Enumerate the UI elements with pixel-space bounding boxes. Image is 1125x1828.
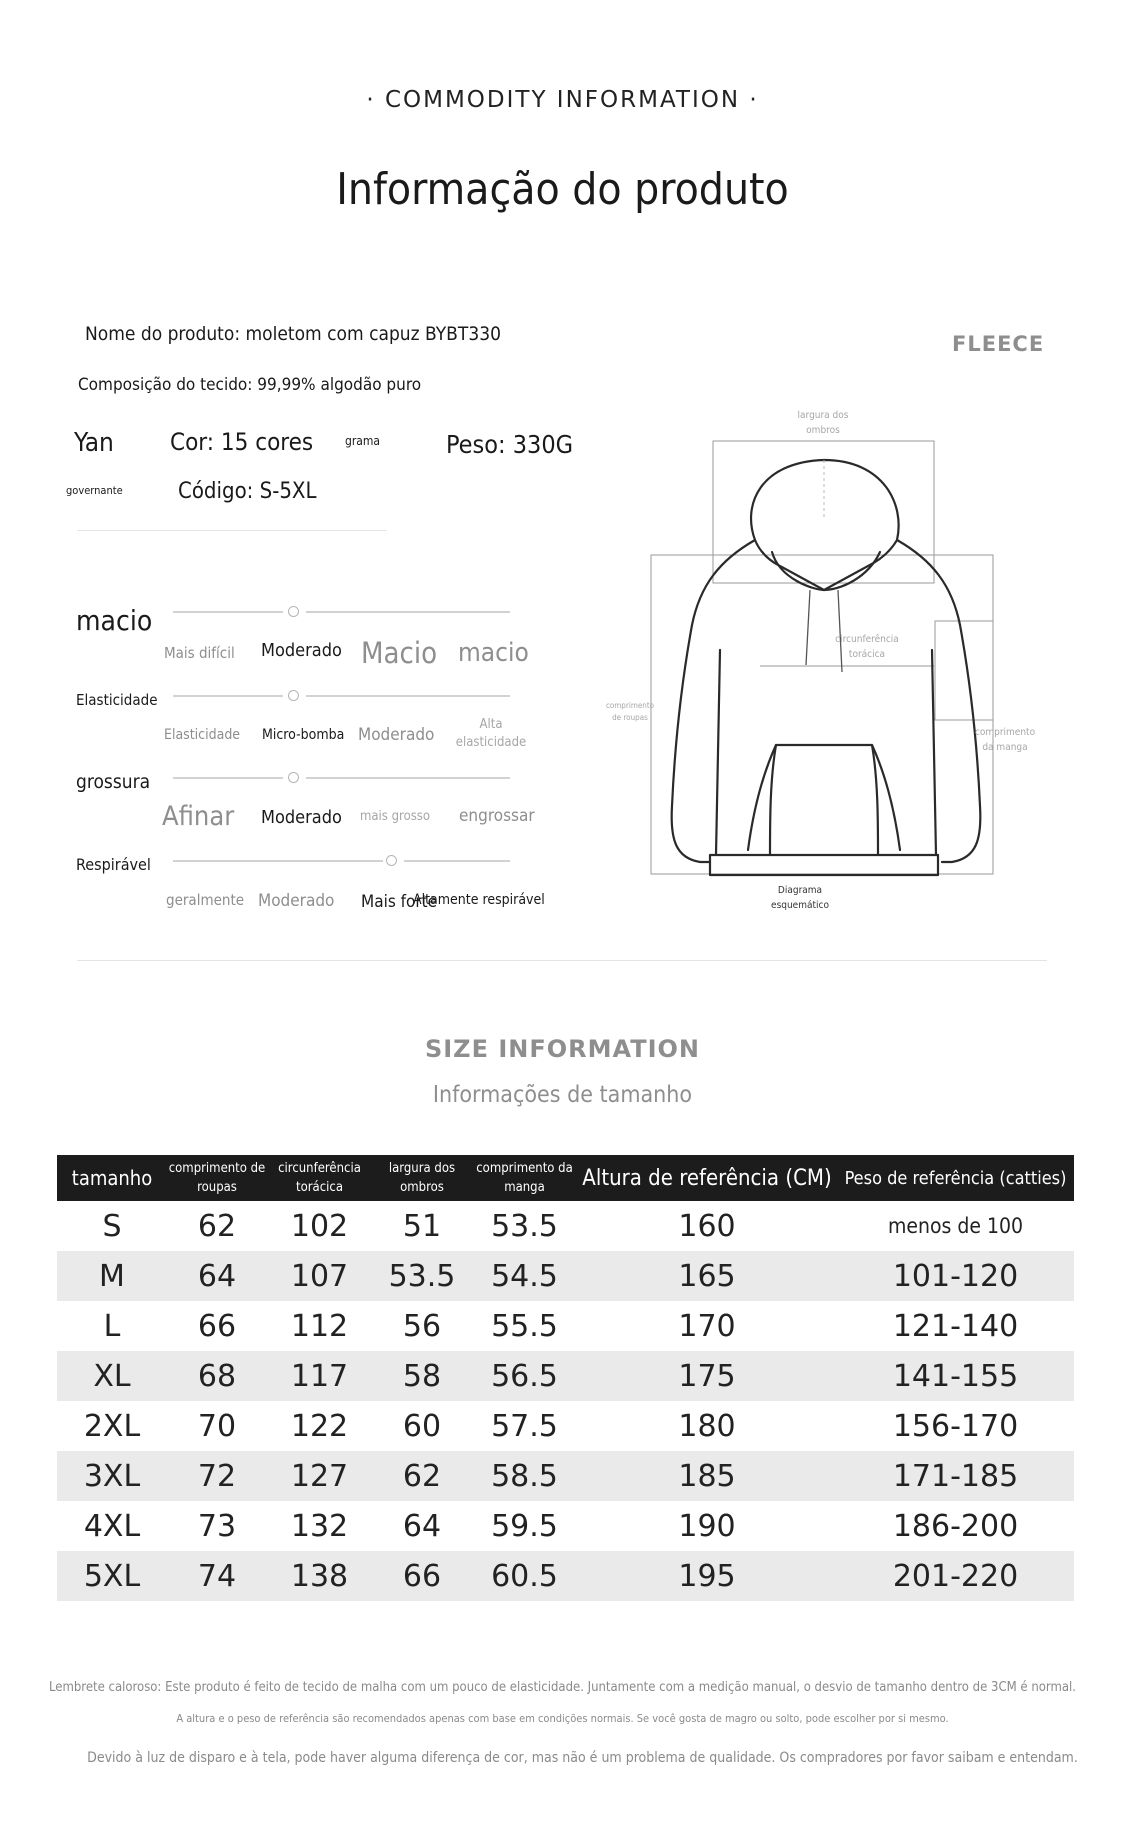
table-cell: 64 — [402, 1508, 442, 1544]
column-header: comprimento de roupas — [167, 1155, 267, 1201]
table-cell: 5XL — [57, 1551, 167, 1601]
table-cell: 60.5 — [472, 1551, 577, 1601]
table-cell: 201-220 — [837, 1551, 1074, 1601]
note-reference: A altura e o peso de referência são recomendados apenas com base em condições normais. Se você gosta de magro ou solto, pode escolher por si mesmo. — [176, 1712, 949, 1725]
table-cell: 121-140 — [892, 1308, 1019, 1344]
shoulder-width-label: largura dos ombros — [797, 410, 849, 436]
note-reminder: Lembrete caloroso: Este produto é feito de tecido de malha com um pouco de elasticidade. Juntamente com a medição manual, o desvio de tamanho dentro de 3CM é normal. — [49, 1680, 1076, 1695]
table-cell: 66 — [372, 1551, 472, 1601]
table-cell: 171-185 — [837, 1451, 1074, 1501]
table-cell: 56.5 — [472, 1351, 577, 1401]
note-color: Devido à luz de disparo e à tela, pode haver alguma diferença de cor, mas não é um problema de qualidade. Os compradores por favor saibam e entendam. — [87, 1750, 1078, 1766]
table-cell: 132 — [290, 1508, 349, 1544]
table-cell: 190 — [678, 1508, 736, 1544]
scale-line — [306, 695, 510, 697]
table-cell: 138 — [267, 1551, 372, 1601]
attribute-label: macio — [76, 604, 153, 637]
table-cell: 53.5 — [372, 1251, 472, 1301]
scale-option: Alta elasticidade — [455, 717, 527, 750]
table-cell: 195 — [577, 1551, 837, 1601]
table-cell: 68 — [167, 1351, 267, 1401]
scale-marker — [386, 855, 397, 866]
table-cell: 186-200 — [892, 1508, 1019, 1544]
table-cell: 107 — [267, 1251, 372, 1301]
table-cell: 180 — [678, 1408, 736, 1444]
weight-info: Peso: 330G — [446, 430, 574, 459]
scale-option: geralmente — [166, 891, 245, 909]
table-cell: 72 — [167, 1451, 267, 1501]
scale-marker — [288, 690, 299, 701]
product-name: Nome do produto: moletom com capuz BYBT330 — [85, 323, 501, 345]
column-header: Altura de referência (CM) — [577, 1155, 837, 1201]
scale-option: Mais difícil — [164, 644, 235, 662]
table-cell: 57.5 — [491, 1408, 558, 1444]
table-cell: 59.5 — [491, 1508, 558, 1544]
diagram-caption: Diagrama esquemático — [771, 885, 829, 911]
table-row — [57, 1551, 1074, 1601]
scale-option: Moderado — [261, 807, 342, 828]
scale-line — [404, 860, 510, 862]
scale-marker — [288, 606, 299, 617]
table-cell: 165 — [577, 1251, 837, 1301]
table-cell: 2XL — [83, 1408, 141, 1444]
fabric-composition: Composição do tecido: 99,99% algodão puro — [78, 375, 422, 395]
color-info: Cor: 15 cores — [170, 428, 314, 456]
yan-label: Yan — [74, 428, 114, 458]
scale-line — [173, 611, 283, 613]
code-info: Código: S-5XL — [178, 479, 317, 504]
scale-option: macio — [458, 638, 529, 668]
table-cell: 122 — [290, 1408, 349, 1444]
table-cell: 185 — [577, 1451, 837, 1501]
table-cell: 62 — [372, 1451, 472, 1501]
table-cell: 55.5 — [491, 1308, 558, 1344]
table-cell: 117 — [267, 1351, 372, 1401]
attribute-label: Respirável — [76, 855, 151, 874]
scale-option: engrossar — [459, 806, 535, 826]
scale-option: Elasticidade — [164, 727, 241, 743]
table-cell: 112 — [290, 1308, 349, 1344]
table-cell: 66 — [197, 1308, 237, 1344]
table-cell: 58.5 — [472, 1451, 577, 1501]
sleeve-label: comprimento da manga — [974, 727, 1036, 753]
table-header-row — [57, 1155, 1074, 1201]
column-header: Peso de referência (catties) — [837, 1155, 1074, 1201]
table-cell: 64 — [167, 1251, 267, 1301]
scale-marker — [288, 772, 299, 783]
column-header: largura dos ombros — [372, 1155, 472, 1201]
table-cell: 74 — [167, 1551, 267, 1601]
table-cell: 156-170 — [892, 1408, 1019, 1444]
table-cell: 127 — [267, 1451, 372, 1501]
table-row — [57, 1251, 1074, 1301]
table-cell: M — [57, 1251, 167, 1301]
scale-line — [306, 777, 510, 779]
section-divider — [77, 960, 1047, 961]
table-cell: 51 — [402, 1208, 442, 1244]
table-cell: 56 — [402, 1308, 442, 1344]
governante-label: governante — [66, 484, 123, 497]
size-en-title: SIZE INFORMATION — [424, 1035, 701, 1063]
table-cell: 170 — [678, 1308, 736, 1344]
product-divider — [77, 530, 387, 531]
length-label: comprimento de roupas — [605, 701, 655, 722]
table-cell: L — [103, 1308, 121, 1344]
column-header: circunferência torácica — [267, 1155, 372, 1201]
scale-line — [173, 695, 283, 697]
table-cell: 4XL — [83, 1508, 141, 1544]
table-cell: menos de 100 — [887, 1214, 1024, 1238]
section-en-title: · COMMODITY INFORMATION · — [366, 87, 759, 113]
size-title: Informações de tamanho — [432, 1082, 693, 1108]
attribute-label: grossura — [76, 771, 151, 793]
table-cell: 175 — [577, 1351, 837, 1401]
page-title: Informação do produto — [336, 164, 789, 215]
table-cell: 53.5 — [491, 1208, 558, 1244]
table-row — [57, 1501, 1074, 1551]
chest-label: circunferência torácica — [835, 634, 899, 660]
table-cell: 141-155 — [837, 1351, 1074, 1401]
column-header: comprimento da manga — [472, 1155, 577, 1201]
scale-option: Afinar — [162, 801, 235, 832]
table-cell: 70 — [197, 1408, 237, 1444]
fleece-label: FLEECE — [952, 332, 1045, 356]
table-cell: 101-120 — [837, 1251, 1074, 1301]
length-measure-box — [651, 555, 993, 874]
scale-line — [306, 611, 510, 613]
table-row — [57, 1201, 1074, 1251]
table-cell: 3XL — [57, 1451, 167, 1501]
size-table — [57, 1155, 1074, 1601]
table-cell: 58 — [372, 1351, 472, 1401]
scale-option: Micro-bomba — [262, 727, 345, 743]
hoodie-diagram — [600, 400, 1020, 920]
table-cell: 102 — [290, 1208, 349, 1244]
scale-option: Mais forte — [361, 892, 438, 912]
column-header: tamanho — [57, 1155, 167, 1201]
table-cell: XL — [57, 1351, 167, 1401]
scale-option: Altamente respirável — [413, 892, 545, 908]
table-cell: S — [102, 1208, 122, 1244]
attribute-label: Elasticidade — [76, 691, 158, 709]
table-cell: 60 — [402, 1408, 442, 1444]
table-cell: 73 — [197, 1508, 237, 1544]
table-cell: 62 — [197, 1208, 237, 1244]
table-cell: 54.5 — [472, 1251, 577, 1301]
table-row — [57, 1301, 1074, 1351]
sleeve-measure-box — [935, 621, 993, 720]
grama-label: grama — [345, 434, 381, 448]
scale-option: mais grosso — [360, 809, 431, 824]
table-cell: 160 — [678, 1208, 736, 1244]
table-row — [57, 1451, 1074, 1501]
scale-line — [173, 777, 283, 779]
scale-option: Macio — [361, 636, 438, 670]
scale-option: Moderado — [261, 640, 342, 661]
scale-option: Moderado — [258, 891, 335, 911]
scale-line — [173, 860, 383, 862]
table-row — [57, 1401, 1074, 1451]
scale-option: Moderado — [358, 725, 435, 745]
table-row — [57, 1351, 1074, 1401]
